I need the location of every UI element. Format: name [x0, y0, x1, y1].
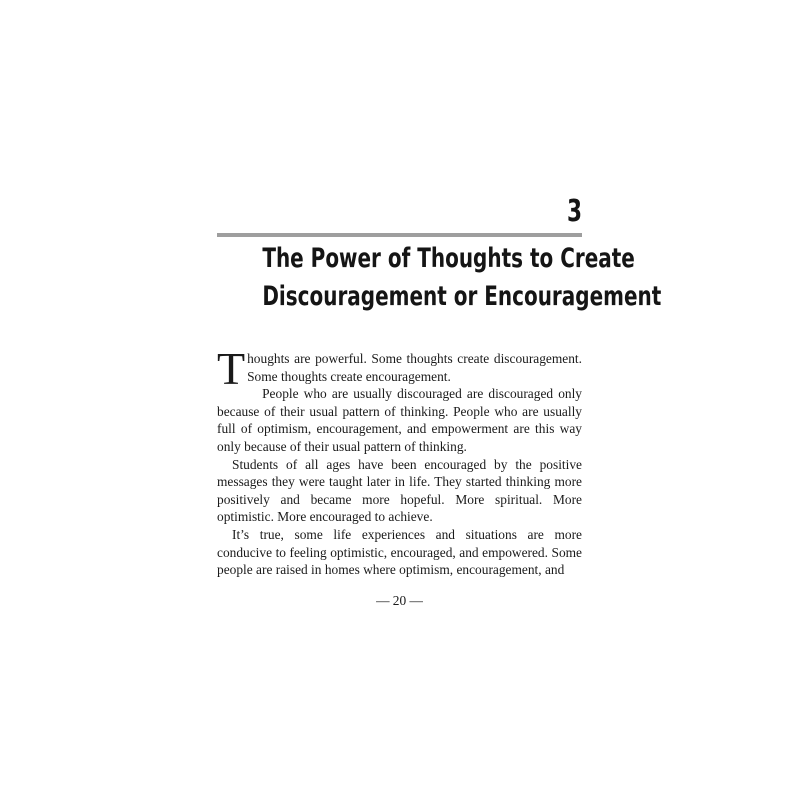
paragraph-1-text: houghts are powerful. Some thoughts create discouragement. Some thoughts create encouragement.	[247, 351, 582, 384]
drop-cap: T	[217, 343, 246, 394]
body-text	[217, 343, 582, 579]
chapter-number: 3	[566, 194, 582, 229]
paragraph-4: It’s true, some life experiences and situations are more conducive to feeling optimistic, encouraged, and empowered. Some people are raised in homes where optimism, encouragement, and	[217, 526, 582, 578]
chapter-title	[150, 240, 662, 316]
page-number: — 20 —	[376, 593, 423, 608]
chapter-rule	[217, 233, 582, 237]
paragraph-1	[217, 343, 582, 394]
paragraph-2: People who are usually discouraged are discouraged only because of their usual pattern of thinking. People who are usually full of optimism, encouragement, and empowerment are this way only because of their usual pattern of thinking.	[217, 386, 582, 454]
chapter-title-line-1: The Power of Thoughts to Create	[262, 243, 635, 274]
paragraph-3: Students of all ages have been encouraged by the positive messages they were taught later in life. They started thinking more positively and became more hopeful. More spiritual. More optimistic. More encouraged to achieve.	[217, 456, 582, 525]
chapter-title-line-2: Discouragement or Encouragement	[262, 281, 662, 312]
